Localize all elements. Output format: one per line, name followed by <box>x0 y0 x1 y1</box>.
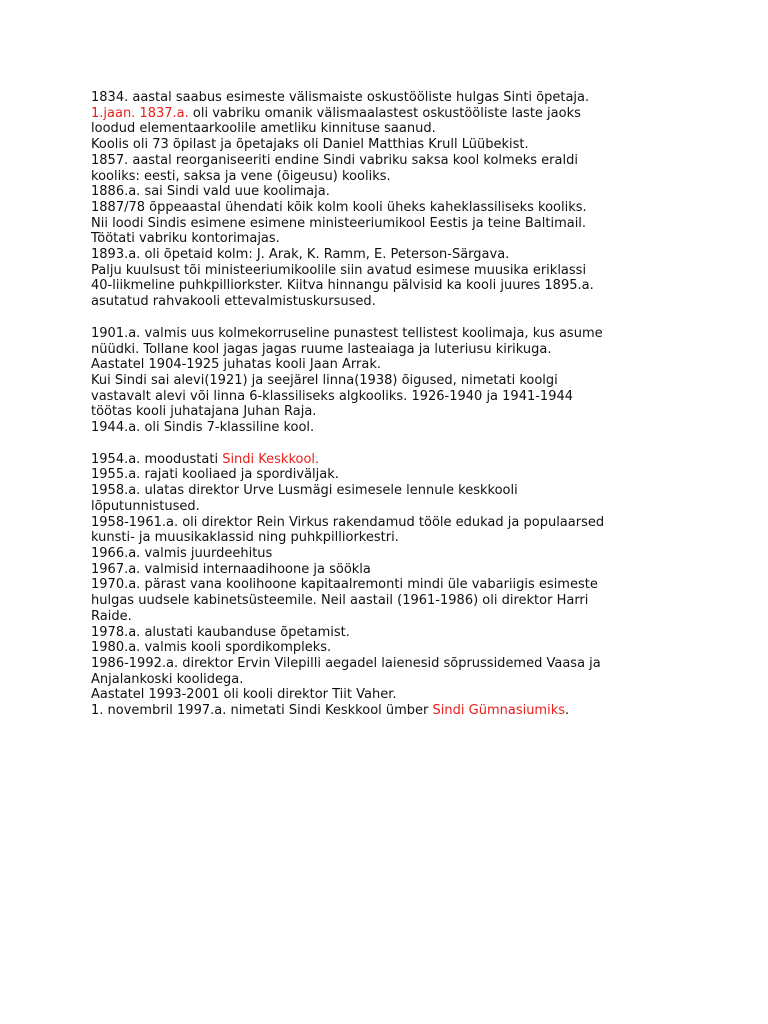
text-line <box>91 106 751 122</box>
text-line: 1958-1961.a. oli direktor Rein Virkus rakendamud tööle edukad ja populaarsed <box>91 514 605 530</box>
text-line: 1980.a. valmis kooli spordikompleks. <box>91 640 332 656</box>
text-line: Nii loodi Sindis esimene esimene ministeeriumikool Eestis ja teine Baltimail. <box>91 215 587 231</box>
text-segment: oli vabriku omanik välismaalastest oskustööliste laste jaoks <box>188 105 581 121</box>
text-line: 1958.a. ulatas direktor Urve Lusmägi esimesele lennule keskkooli <box>91 483 518 499</box>
history-block-1834-1895 <box>91 90 751 310</box>
history-block-1901-1944 <box>91 326 751 436</box>
text-line: 1978.a. alustati kaubanduse õpetamist. <box>91 624 350 640</box>
text-line: 1886.a. sai Sindi vald uue koolimaja. <box>91 184 330 200</box>
text-line: kunsti- ja muusikaklassid ning puhkpilliorkestri. <box>91 530 399 546</box>
text-line: Kui Sindi sai alevi(1921) ja seejärel linna(1938) õigused, nimetati koolgi <box>91 372 558 388</box>
text-line: vastavalt alevi või linna 6-klassiliseks algkooliks. 1926-1940 ja 1941-1944 <box>91 388 574 404</box>
text-segment: 1954.a. moodustati <box>91 451 223 467</box>
text-line: hulgas uudsele kabinetsüsteemile. Neil aastail (1961-1986) oli direktor Harri <box>91 593 589 609</box>
text-line: Aastatel 1904-1925 juhatas kooli Jaan Arrak. <box>91 357 381 373</box>
text-line: Töötati vabriku kontorimajas. <box>91 231 280 247</box>
text-line: nüüdki. Tollane kool jagas jagas ruume lasteaiaga ja luteriusu kirikuga. <box>91 341 552 357</box>
text-line: kooliks: eesti, saksa ja vene (õigeusu) kooliks. <box>91 168 391 184</box>
text-line: töötas kooli juhatajana Juhan Raja. <box>91 404 317 420</box>
text-segment: . <box>565 703 570 719</box>
text-line: Palju kuulsust tõi ministeeriumikoolile siin avatud esimese muusika eriklassi <box>91 262 587 278</box>
document-page <box>91 90 751 735</box>
highlighted-school-name: Sindi Gümnasiumiks <box>432 703 566 719</box>
text-line: lõputunnistused. <box>91 498 200 514</box>
text-line: 1857. aastal reorganiseeriti endine Sindi vabriku saksa kool kolmeks eraldi <box>91 152 578 168</box>
text-line: 1955.a. rajati kooliaed ja spordiväljak. <box>91 467 339 483</box>
text-line: 1967.a. valmisid internaadihoone ja söökla <box>91 561 371 577</box>
text-line: Raide. <box>91 608 132 624</box>
text-line: Koolis oli 73 õpilast ja õpetajaks oli Daniel Matthias Krull Lüübekist. <box>91 137 529 153</box>
highlighted-school-name: Sindi Keskkool. <box>222 451 320 467</box>
text-line: 1986-1992.a. direktor Ervin Vilepilli aegadel laienesid sõprussidemed Vaasa ja <box>91 655 601 671</box>
text-line: Anjalankoski koolidega. <box>91 671 244 687</box>
text-line: asutatud rahvakooli ettevalmistuskursused. <box>91 294 376 310</box>
text-line: Aastatel 1993-2001 oli kooli direktor Tiit Vaher. <box>91 687 397 703</box>
text-line <box>91 452 751 468</box>
text-line: 1893.a. oli õpetaid kolm: J. Arak, K. Ramm, E. Peterson-Särgava. <box>91 247 510 263</box>
text-line: 1966.a. valmis juurdeehitus <box>91 545 273 561</box>
text-line: 1901.a. valmis uus kolmekorruseline punastest tellistest koolimaja, kus asume <box>91 325 603 341</box>
text-line: 1887/78 õppeaastal ühendati kõik kolm kooli üheks kaheklassiliseks kooliks. <box>91 199 587 215</box>
text-line <box>91 703 751 719</box>
text-line: 1944.a. oli Sindis 7-klassiline kool. <box>91 420 315 436</box>
text-line: loodud elementaarkoolile ametliku kinnituse saanud. <box>91 121 436 137</box>
text-line: 1834. aastal saabus esimeste välismaiste oskustööliste hulgas Sinti õpetaja. <box>91 90 590 105</box>
history-block-1954-1997 <box>91 452 751 719</box>
highlighted-date: 1.jaan. 1837.a. <box>91 105 189 121</box>
text-segment: 1. novembril 1997.a. nimetati Sindi Keskkool ümber <box>91 703 433 719</box>
text-line: 1970.a. pärast vana koolihoone kapitaalremonti mindi üle vabariigis esimeste <box>91 577 598 593</box>
text-line: 40-liikmeline puhkpilliorkster. Kiitva hinnangu pälvisid ka kooli juures 1895.a. <box>91 278 594 294</box>
